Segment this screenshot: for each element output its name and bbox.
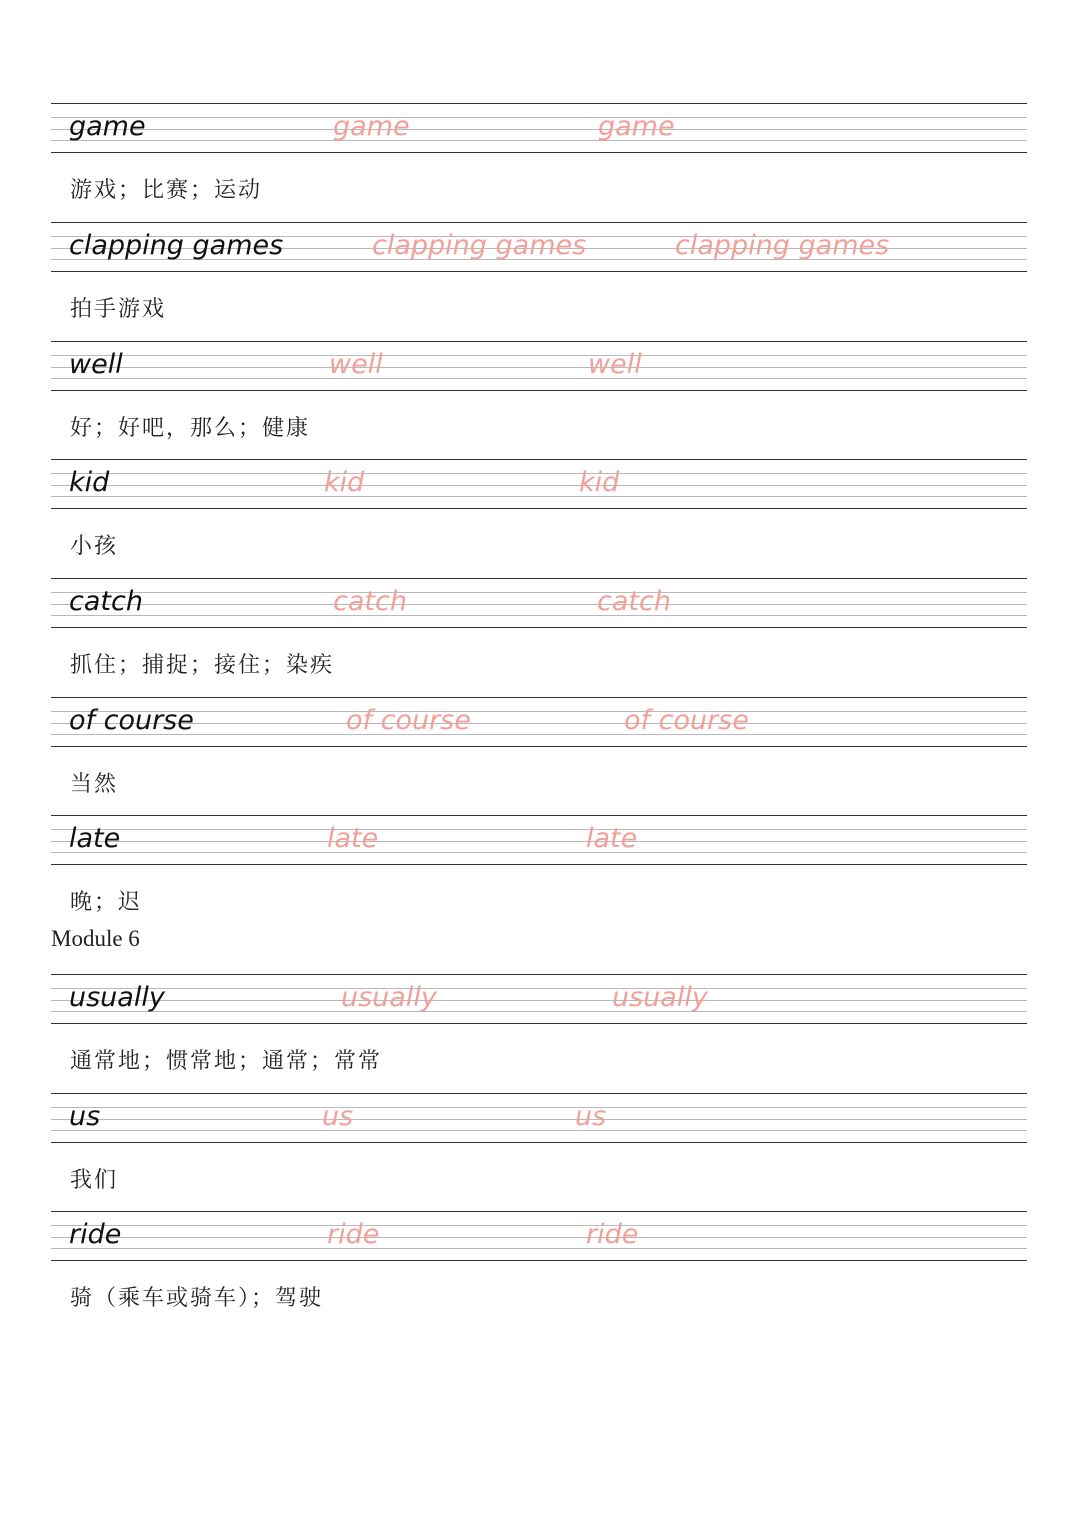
handwriting-guide [51,974,1027,1025]
chinese-meaning: 晚；迟 [70,890,143,915]
entry-late [0,815,1080,915]
entry-game [0,103,1080,203]
entry-well [0,341,1080,441]
chinese-meaning: 拍手游戏 [70,297,167,322]
chinese-meaning: 骑（乘车或骑车）；驾驶 [70,1286,324,1311]
handwriting-guide [51,578,1027,629]
trace-word: kid [324,467,365,498]
trace-word: ride [327,1219,380,1250]
entry-clapping-games [0,222,1080,322]
entry-of-course [0,697,1080,797]
vocab-word: ride [69,1219,122,1250]
vocab-word: of course [69,705,194,736]
trace-word: us [322,1101,354,1132]
entry-catch [0,578,1080,678]
chinese-meaning: 好；好吧，那么；健康 [70,416,311,441]
handwriting-guide [51,697,1027,748]
chinese-meaning: 通常地；惯常地；通常；常常 [70,1049,383,1074]
trace-word: of course [346,705,471,736]
trace-word: usually [612,982,708,1013]
entry-usually [0,974,1080,1074]
handwriting-guide [51,222,1027,273]
vocab-word: well [69,349,123,380]
handwriting-guide [51,103,1027,154]
handwriting-guide [51,459,1027,510]
trace-word: kid [579,467,620,498]
trace-word: catch [333,586,407,617]
trace-word: ride [586,1219,639,1250]
vocab-word: usually [69,982,165,1013]
trace-word: game [333,111,410,142]
vocab-word: kid [69,467,110,498]
trace-word: catch [597,586,671,617]
chinese-meaning: 小孩 [70,534,119,559]
vocab-word: clapping games [69,230,284,261]
trace-word: us [575,1101,607,1132]
vocab-word: catch [69,586,143,617]
trace-word: well [329,349,383,380]
module-heading: Module 6 [51,926,140,951]
entry-us [0,1093,1080,1193]
entry-kid [0,459,1080,559]
trace-word: late [327,823,379,854]
entry-ride [0,1211,1080,1311]
trace-word: game [598,111,675,142]
chinese-meaning: 当然 [70,772,119,797]
vocab-word: us [69,1101,101,1132]
chinese-meaning: 抓住；捕捉；接住；染疾 [70,653,335,678]
trace-word: late [586,823,638,854]
chinese-meaning: 游戏；比赛；运动 [70,178,263,203]
trace-word: clapping games [675,230,890,261]
handwriting-guide [51,1093,1027,1144]
handwriting-guide [51,1211,1027,1262]
trace-word: of course [624,705,749,736]
chinese-meaning: 我们 [70,1168,119,1193]
trace-word: usually [341,982,437,1013]
vocab-word: late [69,823,121,854]
trace-word: well [588,349,642,380]
trace-word: clapping games [372,230,587,261]
vocab-word: game [69,111,146,142]
handwriting-guide [51,341,1027,392]
handwriting-guide [51,815,1027,866]
